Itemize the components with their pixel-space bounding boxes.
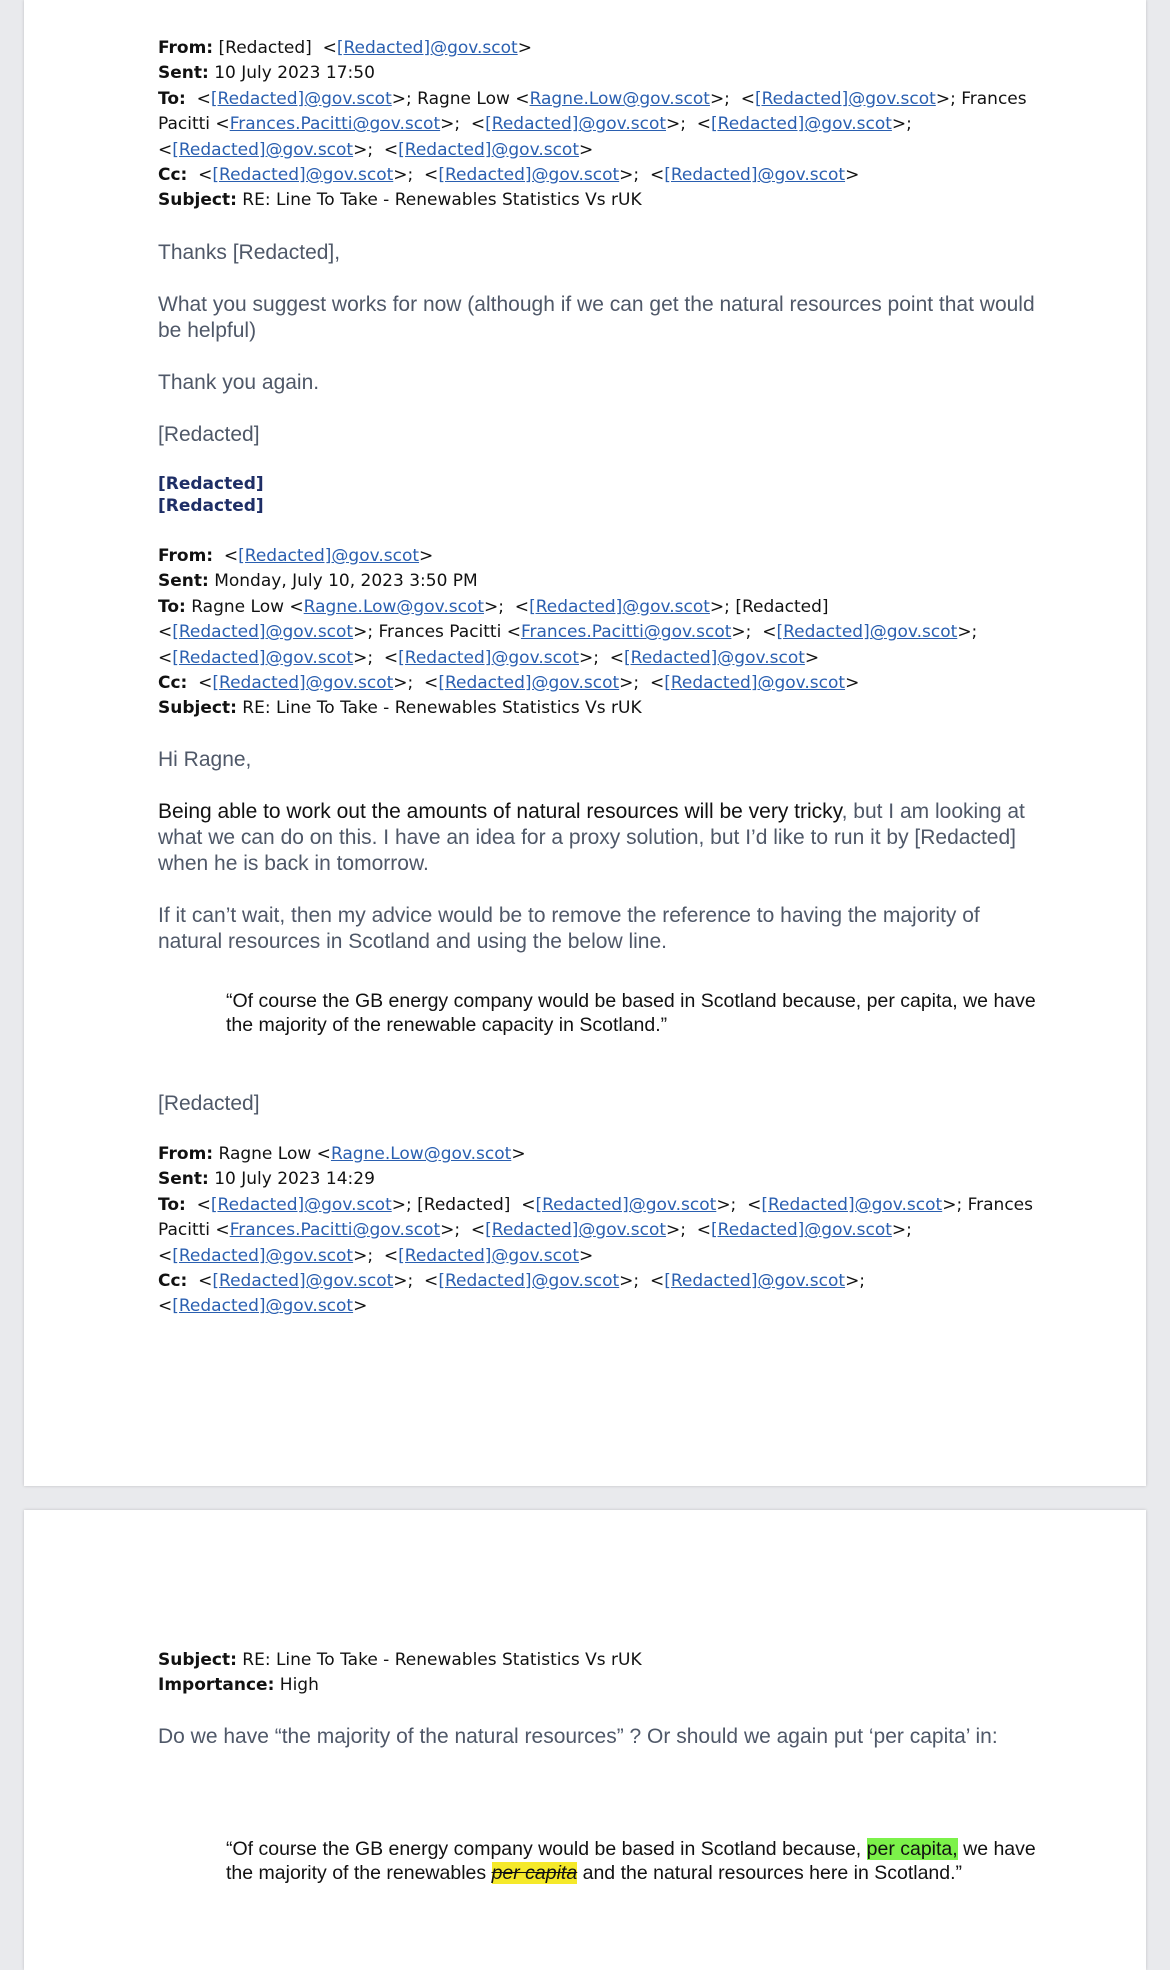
document-page-1 (24, 0, 1146, 1486)
email-header-1 (158, 36, 1038, 214)
email-link[interactable]: Ragne.Low@gov.scot (529, 88, 710, 109)
email-link[interactable]: Ragne.Low@gov.scot (303, 596, 485, 617)
email-link[interactable]: [Redacted]@gov.scot (398, 139, 579, 160)
email-link[interactable]: [Redacted]@gov.scot (529, 596, 710, 617)
email-link[interactable]: [Redacted]@gov.scot (172, 622, 354, 643)
email-body-paragraph: Do we have “the majority of the natural resources” ? Or should we again put ‘per capita’ in: (158, 1725, 998, 1748)
email-link[interactable]: [Redacted]@gov.scot (776, 622, 958, 643)
quoted-line: “Of course the GB energy company would be based in Scotland because, per capita, we have the majority of the renewable capacity in Scotland.” (226, 990, 1036, 1036)
email-header-3-cont (158, 1648, 1038, 1699)
email-signoff: [Redacted] (158, 1092, 260, 1115)
quoted-line: “Of course the GB energy company would be based in Scotland because, per capita, we have the majority of the renewables per capita and the natural resources here in Scotland.” (226, 1838, 1036, 1884)
from-line: From: [Redacted] <[Redacted]@gov.scot> (158, 38, 532, 58)
email-header-3 (158, 1142, 1038, 1320)
highlight-green: per capita, (866, 1838, 958, 1860)
cc-line-cont: <[Redacted]@gov.scot> (158, 1296, 368, 1317)
email-body-paragraph: If it can’t wait, then my advice would be to remove the reference to having the majority of natural resources in Scotland and using the below line. (158, 904, 980, 953)
highlight-yellow-strikethrough: per capita (491, 1862, 578, 1884)
sent-line: Sent: 10 July 2023 17:50 (158, 63, 375, 84)
email-body-paragraph: What you suggest works for now (although if we can get the natural resources point that would be helpful) (158, 293, 1035, 342)
email-link[interactable]: [Redacted]@gov.scot (535, 1194, 717, 1215)
cc-line: Cc: <[Redacted]@gov.scot>; <[Redacted]@gov.scot>; <[Redacted]@gov.scot>; (158, 1271, 866, 1292)
subject-line: Subject: RE: Line To Take - Renewables Statistics Vs rUK (158, 698, 642, 719)
email-link[interactable]: [Redacted]@gov.scot (336, 38, 518, 58)
email-link[interactable]: [Redacted]@gov.scot (761, 1194, 943, 1215)
subject-line: Subject: RE: Line To Take - Renewables Statistics Vs rUK (158, 1650, 642, 1670)
email-header-2 (158, 544, 1038, 722)
email-link[interactable]: [Redacted]@gov.scot (238, 546, 420, 566)
email-link[interactable]: [Redacted]@gov.scot (438, 165, 620, 186)
email-link[interactable]: [Redacted]@gov.scot (485, 114, 667, 135)
email-link[interactable]: [Redacted]@gov.scot (172, 647, 354, 668)
from-line: From: Ragne Low <Ragne.Low@gov.scot> (158, 1144, 526, 1164)
email-link[interactable]: [Redacted]@gov.scot (398, 647, 579, 668)
email-link[interactable]: Frances.Pacitti@gov.scot (520, 622, 732, 643)
email-link[interactable]: [Redacted]@gov.scot (664, 673, 846, 694)
email-link[interactable]: [Redacted]@gov.scot (212, 673, 394, 694)
email-link[interactable]: [Redacted]@gov.scot (664, 1271, 846, 1292)
email-link[interactable]: [Redacted]@gov.scot (172, 1245, 354, 1266)
to-line-cont: <[Redacted]@gov.scot>; <[Redacted]@gov.scot>; <[Redacted]@gov.scot> (158, 647, 820, 668)
email-link[interactable]: [Redacted]@gov.scot (624, 647, 805, 668)
signature-line: [Redacted] (158, 474, 264, 494)
email-body-paragraph: [Redacted] (158, 423, 260, 446)
signature-line: [Redacted] (158, 496, 264, 516)
sent-line: Sent: 10 July 2023 14:29 (158, 1169, 375, 1190)
email-link[interactable]: [Redacted]@gov.scot (485, 1220, 667, 1241)
signature-block (158, 473, 1038, 517)
cc-line: Cc: <[Redacted]@gov.scot>; <[Redacted]@gov.scot>; <[Redacted]@gov.scot> (158, 165, 860, 186)
email-body-paragraph (158, 799, 1038, 877)
email-link[interactable]: Ragne.Low@gov.scot (330, 1144, 512, 1164)
to-line-cont: <[Redacted]@gov.scot>; <[Redacted]@gov.scot> (158, 1245, 594, 1266)
email-body-paragraph: Thank you again. (158, 371, 320, 394)
email-link[interactable]: [Redacted]@gov.scot (172, 139, 354, 160)
to-line: To: Ragne Low <Ragne.Low@gov.scot>; <[Redacted]@gov.scot>; [Redacted] (158, 596, 829, 617)
email-link[interactable]: [Redacted]@gov.scot (212, 165, 394, 186)
email-link[interactable]: [Redacted]@gov.scot (172, 1296, 354, 1317)
email-link[interactable]: [Redacted]@gov.scot (438, 1271, 620, 1292)
cc-line: Cc: <[Redacted]@gov.scot>; <[Redacted]@gov.scot>; <[Redacted]@gov.scot> (158, 673, 860, 694)
email-link[interactable]: [Redacted]@gov.scot (398, 1245, 579, 1266)
email-link[interactable]: Frances.Pacitti@gov.scot (229, 114, 441, 135)
subject-line: Subject: RE: Line To Take - Renewables Statistics Vs rUK (158, 190, 642, 211)
email-link[interactable]: [Redacted]@gov.scot (210, 88, 392, 109)
email-greeting: Hi Ragne, (158, 748, 252, 771)
to-line-cont: <[Redacted]@gov.scot>; Frances Pacitti <Frances.Pacitti@gov.scot>; <[Redacted]@gov.scot>; (158, 622, 978, 643)
to-line-cont: Pacitti <Frances.Pacitti@gov.scot>; <[Redacted]@gov.scot>; <[Redacted]@gov.scot>; (158, 1220, 912, 1241)
email-body-text: , but I am looking at what we can do on this. I have an idea for a proxy solution, but I’d like to run it by [Redacted] when he is back in tomorrow. (158, 800, 1025, 875)
email-link[interactable]: [Redacted]@gov.scot (754, 88, 936, 109)
email-link[interactable]: [Redacted]@gov.scot (711, 114, 892, 135)
to-line: To: <[Redacted]@gov.scot>; Ragne Low <Ragne.Low@gov.scot>; <[Redacted]@gov.scot>; Frances (158, 88, 1027, 109)
importance-line: Importance: High (158, 1675, 319, 1696)
email-body-emphasis: Being able to work out the amounts of natural resources will be very tricky (158, 800, 842, 823)
email-link[interactable]: [Redacted]@gov.scot (212, 1271, 394, 1292)
email-link[interactable]: [Redacted]@gov.scot (664, 165, 846, 186)
email-body-paragraph: Thanks [Redacted], (158, 241, 341, 264)
email-link[interactable]: [Redacted]@gov.scot (438, 673, 620, 694)
document-page-2 (24, 1510, 1146, 1970)
to-line-cont: <[Redacted]@gov.scot>; <[Redacted]@gov.scot> (158, 139, 594, 160)
email-link[interactable]: [Redacted]@gov.scot (210, 1194, 392, 1215)
email-link[interactable]: [Redacted]@gov.scot (711, 1220, 892, 1241)
to-line-cont: Pacitti <Frances.Pacitti@gov.scot>; <[Redacted]@gov.scot>; <[Redacted]@gov.scot>; (158, 114, 912, 135)
to-line: To: <[Redacted]@gov.scot>; [Redacted] <[Redacted]@gov.scot>; <[Redacted]@gov.scot>; Frances (158, 1194, 1033, 1215)
sent-line: Sent: Monday, July 10, 2023 3:50 PM (158, 571, 478, 592)
email-link[interactable]: Frances.Pacitti@gov.scot (229, 1220, 441, 1241)
from-line: From: <[Redacted]@gov.scot> (158, 546, 434, 566)
